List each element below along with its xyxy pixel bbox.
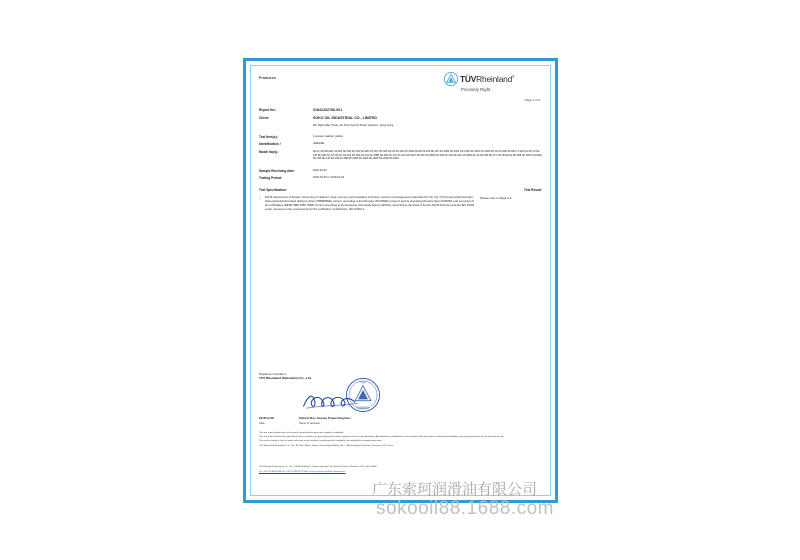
field-client-address	[259, 124, 542, 128]
signer-name: Patrick Woo, Deputy Project Engineer	[299, 416, 351, 420]
field-value: 01841232786-001	[313, 108, 343, 112]
date-caption: Date	[259, 422, 265, 425]
signature-footer-row	[259, 416, 542, 420]
field-label: Testing Period:	[259, 176, 282, 181]
test-specification-text-wrap	[259, 196, 476, 213]
field-identification	[259, 142, 542, 147]
legal-line: This test report relates only to the item(s) tested and the particular sample(s) submitted.	[259, 432, 344, 434]
field-testing-period	[259, 176, 542, 181]
test-result-value: Please refer to Page 2-9	[480, 195, 512, 200]
header-left-text: Produces	[259, 76, 277, 80]
field-model-numbers	[259, 150, 542, 161]
report-fields	[259, 108, 542, 181]
field-value: SOKO OIL INDUSTRIAL CO., LIMITED	[313, 115, 377, 120]
field-test-item	[259, 135, 542, 140]
legal-line: This test report shall not be reproduced, either in whole or in part, without prior written approval of the issuing laboratory. Any alteration or falsification of the content of this test report is unlawful and offenders may be prosecuted to the full extent of the law.	[259, 436, 505, 439]
test-report-document	[259, 72, 542, 491]
watermark-site-url: sokooil88.1688.com	[376, 498, 554, 519]
svg-text:SHENZHEN: SHENZHEN	[356, 406, 370, 410]
field-client	[259, 116, 542, 121]
field-label: Client:	[259, 115, 269, 120]
field-value: 2018-03-30 to 2018-04-02	[313, 176, 345, 180]
field-value: GREASE	[313, 142, 325, 146]
address-contact-line[interactable]: Tel.: +86 755 8828 0888 Fax: +86 755 8828 0777 Mail: service-sz@tuv.com Web: www.tuv.com	[259, 470, 346, 473]
field-value: SK-11 SK-016-001 SK-002 SK-003 SK-001 SK-025 CH-007 CH-300 SO-25 SK-200 CK-2000 AK-08 KK-100 SK-007 AK-2005 SK-1001 SK-2100 SK-1001 CK-2005 KK-02 CK-005 SK-0011 1 SKS-01 SS-73 SK-133 SK-180 SK-147 AK-01 CK-200 SK-180 GK-110 SK-0085 SK-180 SK-137 SK-210 SK-0007 SK-220 SK-0505 SK-000 SK-132 SK-101 SK-0005 SK-10 SK-250 SK-277 CH-08 SK-02 SK-008 SK-0030 CH-0020 SK-330 SK-133 SK-199 SK-188 SK-2000 SK-2000 SK-2000 SK-2000 SK-0010	[313, 149, 542, 161]
field-value: 8/F, Right Way Tower, No.33 Kong Koh Road, Kowloon, Hong Kong	[313, 123, 394, 127]
prepared-on-behalf-label: Prepared on behalf of	[259, 372, 286, 376]
watermark-company-chinese: 广东索珂润滑油有限公司	[372, 480, 538, 498]
tuv-triangle-icon	[444, 72, 458, 86]
test-specification-text: RoHS Assessment of Articles: Screening of cadmium, lead, mercury and hexavalent chromium content in homogeneous materials (Cd, Pb, Hg, Cr(VI)) and polybrominated biphenyls/polybrominated diphenyl ethers (PBB/PBDE) content, according to EU Directive 2011/65/EU Annex II and its amending Directive (EU) 2015/863, and screening of four phthalates (DEHP, BBP, DBP, DIBP) content according to the European Chemicals Agency (ECHA), according to the limits of the EU RoHS Directive and the IEC 62321 series, Annexes to the requirements for the verification of definitions, IEC 62321-1.	[265, 195, 475, 212]
test-specification-label: Test Specification:	[259, 187, 288, 192]
test-result-label: Test Result:	[523, 187, 542, 192]
test-specification-body	[259, 196, 542, 213]
field-value: 2018-03-30	[313, 168, 327, 172]
field-label: Identification /	[259, 142, 281, 147]
issuing-company-name: TÜV Rheinland (Shenzhen) Co., Ltd.	[259, 376, 312, 381]
field-report-no	[259, 108, 542, 113]
legal-line: TÜV Rheinland (Shenzhen) Co., Ltd., 3/F, East Block, Jiuzhou Technology Building, No. 1, Mid Keji Road, Nanshan, Shenzhen, P.R. China	[259, 444, 393, 447]
field-sample-receiving-date	[259, 169, 542, 174]
test-specification-header	[259, 188, 542, 193]
bullet-icon: •	[259, 195, 261, 200]
tuv-tagline: Precisely Right.	[461, 87, 492, 92]
reviewer-caption: Name of reviewer	[299, 422, 321, 425]
page-indicator: Page 1 of 9	[524, 98, 540, 102]
signature-date: 2018-04-08	[259, 416, 274, 420]
tuv-logo-block	[444, 72, 540, 93]
tuv-wordmark: TÜVRheinland®	[460, 73, 515, 84]
address-line: TÜV Rheinland (Shenzhen) Co., Ltd. • 1/F-3/F, Building 2, Jiuzhou Industrial Park, Nanshan District, Shenzhen, P.R. China 518057	[259, 466, 378, 469]
document-header	[259, 72, 542, 102]
signature-block	[259, 372, 542, 425]
certificate-scan	[243, 58, 558, 503]
field-label: Model No(s).:	[259, 149, 280, 154]
field-value: 1 grease material, yellow	[313, 135, 343, 139]
certificate-inner-border	[250, 65, 551, 496]
svg-text:TUV: TUV	[360, 381, 366, 385]
legal-line: The results shown in this test report refer only to the sample(s) tested and such sample(s) are retained for a limited period only.	[259, 440, 382, 443]
handwritten-signature-icon	[301, 390, 363, 412]
signature-caption-row	[259, 422, 542, 426]
field-label: Test Item(s):	[259, 135, 278, 140]
legal-disclaimer	[259, 432, 542, 449]
field-label: Sample Receiving date:	[259, 168, 295, 173]
company-address-footer	[259, 464, 542, 476]
field-label: Report No.:	[259, 108, 277, 112]
